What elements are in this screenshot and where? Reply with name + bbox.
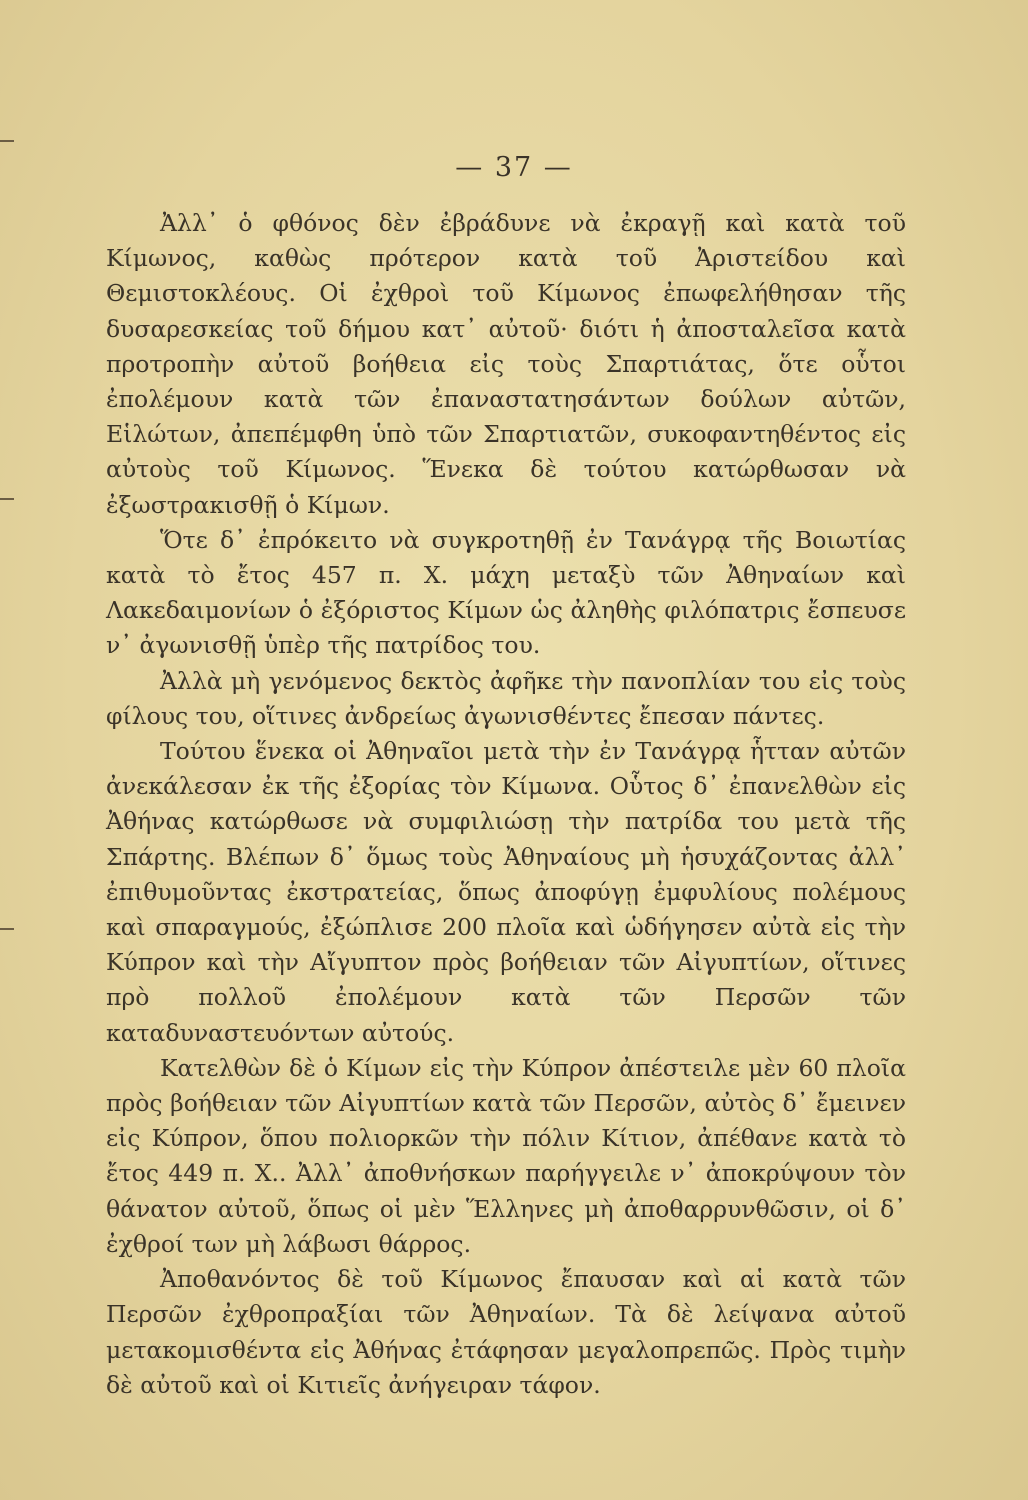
paragraph-5: Κατελθὼν δὲ ὁ Κίμων εἰς τὴν Κύπρον ἀπέστειλε μὲν 60 πλοῖα πρὸς βοήθειαν τῶν Αἰγυπτίων κατὰ τῶν Περσῶν, αὐτὸς δ᾽ ἔμεινεν εἰς Κύπρον, ὅπου πολιορκῶν τὴν πόλιν Κίτιον, ἀπέθανε κατὰ τὸ ἔτος 449 π. Χ.. Ἀλλ᾽ ἀποθνήσκων παρήγγειλε ν᾽ ἀποκρύψουν τὸν θάνατον αὐτοῦ, ὅπως οἱ μὲν Ἕλληνες μὴ ἀποθαρρυνθῶσιν, οἱ δ᾽ ἐχθροί των μὴ λάβωσι θάρρος. bbox=[106, 1053, 906, 1258]
margin-mark bbox=[0, 498, 14, 500]
margin-mark bbox=[0, 140, 14, 142]
body-text bbox=[106, 206, 906, 1403]
paragraph-6: Ἀποθανόντος δὲ τοῦ Κίμωνος ἔπαυσαν καὶ αἱ κατὰ τῶν Περσῶν ἐχθροπραξίαι τῶν Ἀθηναίων. Τὰ δὲ λείψανα αὐτοῦ μετακομισθέντα εἰς Ἀθήνας ἐτάφησαν μεγαλοπρεπῶς. Πρὸς τιμὴν δὲ αὐτοῦ καὶ οἱ Κιτιεῖς ἀνήγειραν τάφον. bbox=[106, 1265, 906, 1399]
paragraph-4: Τούτου ἕνεκα οἱ Ἀθηναῖοι μετὰ τὴν ἐν Τανάγρᾳ ἧτταν αὐτῶν ἀνεκάλεσαν ἐκ τῆς ἐξορίας τὸν Κίμωνα. Οὗτος δ᾽ ἐπανελθὼν εἰς Ἀθήνας κατώρθωσε νὰ συμφιλιώσῃ τὴν πατρίδα του μετὰ τῆς Σπάρτης. Βλέπων δ᾽ ὅμως τοὺς Ἀθηναίους μὴ ἡσυχάζοντας ἀλλ᾽ ἐπιθυμοῦντας ἐκστρατείας, ὅπως ἀποφύγῃ ἐμφυλίους πολέμους καὶ σπαραγμούς, ἐξώπλισε 200 πλοῖα καὶ ὡδήγησεν αὐτὰ εἰς τὴν Κύπρον καὶ τὴν Αἴγυπτον πρὸς βοήθειαν τῶν Αἰγυπτίων, οἵτινες πρὸ πολλοῦ ἐπολέμουν κατὰ τῶν Περσῶν τῶν καταδυναστευόντων αὐτούς. bbox=[106, 737, 906, 1047]
page-number: — 37 — bbox=[455, 152, 573, 183]
paragraph-2: Ὅτε δ᾽ ἐπρόκειτο νὰ συγκροτηθῇ ἐν Τανάγρᾳ τῆς Βοιωτίας κατὰ τὸ ἔτος 457 π. Χ. μάχη μεταξὺ τῶν Ἀθηναίων καὶ Λακεδαιμονίων ὁ ἐξόριστος Κίμων ὡς ἀληθὴς φιλόπατρις ἔσπευσε ν᾽ ἀγωνισθῇ ὑπὲρ τῆς πατρίδος του. bbox=[106, 525, 906, 660]
margin-mark bbox=[0, 928, 14, 930]
paragraph-3: Ἀλλὰ μὴ γενόμενος δεκτὸς ἀφῆκε τὴν πανοπλίαν του εἰς τοὺς φίλους του, οἵτινες ἀνδρείως ἀγωνισθέντες ἔπεσαν πάντες. bbox=[106, 666, 906, 730]
paragraph-1: Ἀλλ᾽ ὁ φθόνος δὲν ἐβράδυνε νὰ ἐκραγῇ καὶ κατὰ τοῦ Κίμωνος, καθὼς πρότερον κατὰ τοῦ Ἀριστείδου καὶ Θεμιστοκλέους. Οἱ ἐχθροὶ τοῦ Κίμωνος ἐπωφελήθησαν τῆς δυσαρεσκείας τοῦ δήμου κατ᾽ αὐτοῦ· διότι ἡ ἀποσταλεῖσα κατὰ προτροπὴν αὐτοῦ βοήθεια εἰς τοὺς Σπαρτιάτας, ὅτε οὗτοι ἐπολέμουν κατὰ τῶν ἐπαναστατησάντων δούλων αὐτῶν, Εἱλώτων, ἀπεπέμφθη ὑπὸ τῶν Σπαρτιατῶν, συκοφαντηθέντος εἰς αὐτοὺς τοῦ Κίμωνος. Ἕνεκα δὲ τούτου κατώρθωσαν νὰ ἐξωστρακισθῇ ὁ Κίμων. bbox=[106, 209, 906, 519]
